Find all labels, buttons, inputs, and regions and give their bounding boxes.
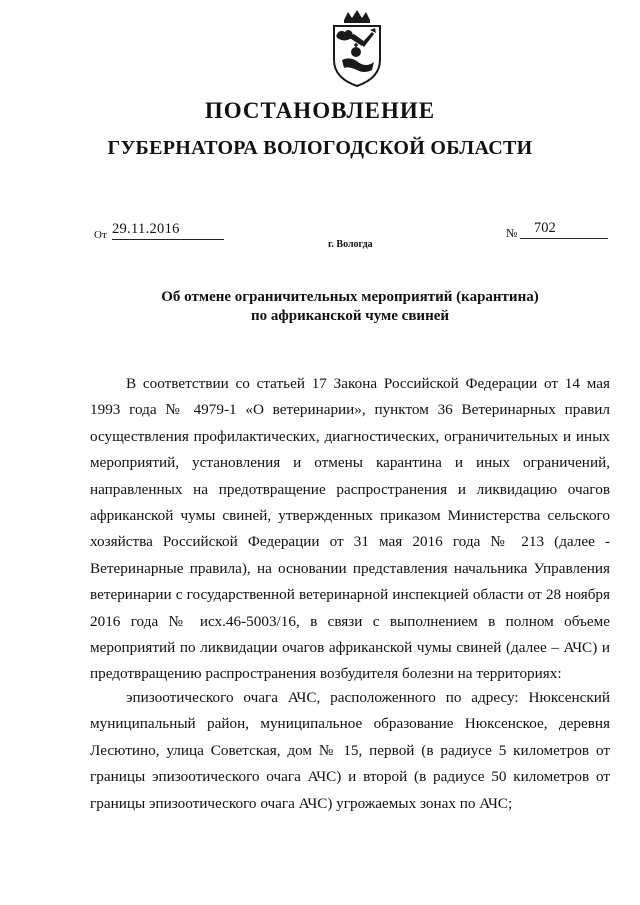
- document-number: 702: [520, 220, 608, 239]
- vologda-coat-of-arms-icon: [328, 8, 386, 88]
- document-subject: [0, 288, 640, 326]
- body-paragraph-1: В соответствии со статьей 17 Закона Российской Федерации от 14 мая 1993 года № 4979-1 «О ветеринарии», пунктом 36 Ветеринарных правил осуществления профилактических, диагностических, ограничительных и иных мероприятий, установления и отмены карантина и иных ограничений, направленных на предотвращение распространения и ликвидацию очагов африканской чумы свиней, утвержденных приказом Министерства сельского хозяйства Российской Федерации от 31 мая 2016 года № 213 (далее - Ветеринарные правила), на основании представления начальника Управления ветеринарии с государственной ветеринарной инспекцией области от 28 ноября 2016 года № исх.46-5003/16, в связи с выполнением в полном объеме мероприятий по ликвидации очагов африканской чумы свиней (далее – АЧС) и предотвращению распространения возбудителя болезни на территориях:: [90, 375, 610, 683]
- body-paragraph-2: эпизоотического очага АЧС, расположенного по адресу: Нюксенский муниципальный район, муниципальное образование Нюксенское, деревня Лесютино, улица Советская, дом № 15, первой (в радиусе 5 километров от границы эпизоотического очага АЧС) и второй (в радиусе 50 километров от границы эпизоотического очага АЧС) угрожаемых зонах по АЧС;: [90, 689, 610, 812]
- date-prefix: От: [94, 229, 107, 241]
- city-label: г. Вологда: [328, 239, 373, 250]
- document-title: ПОСТАНОВЛЕНИЕ: [204, 98, 436, 123]
- subject-line-2: по африканской чуме свиней: [250, 308, 450, 324]
- document-subtitle: ГУБЕРНАТОРА ВОЛОГОДСКОЙ ОБЛАСТИ: [107, 137, 533, 159]
- number-prefix: №: [506, 226, 518, 240]
- subject-line-1: Об отмене ограничительных мероприятий (карантина): [161, 289, 539, 305]
- body-paragraph-2-block: [90, 685, 610, 817]
- body-paragraph-1-block: [90, 371, 610, 688]
- document-date: 29.11.2016: [112, 221, 224, 240]
